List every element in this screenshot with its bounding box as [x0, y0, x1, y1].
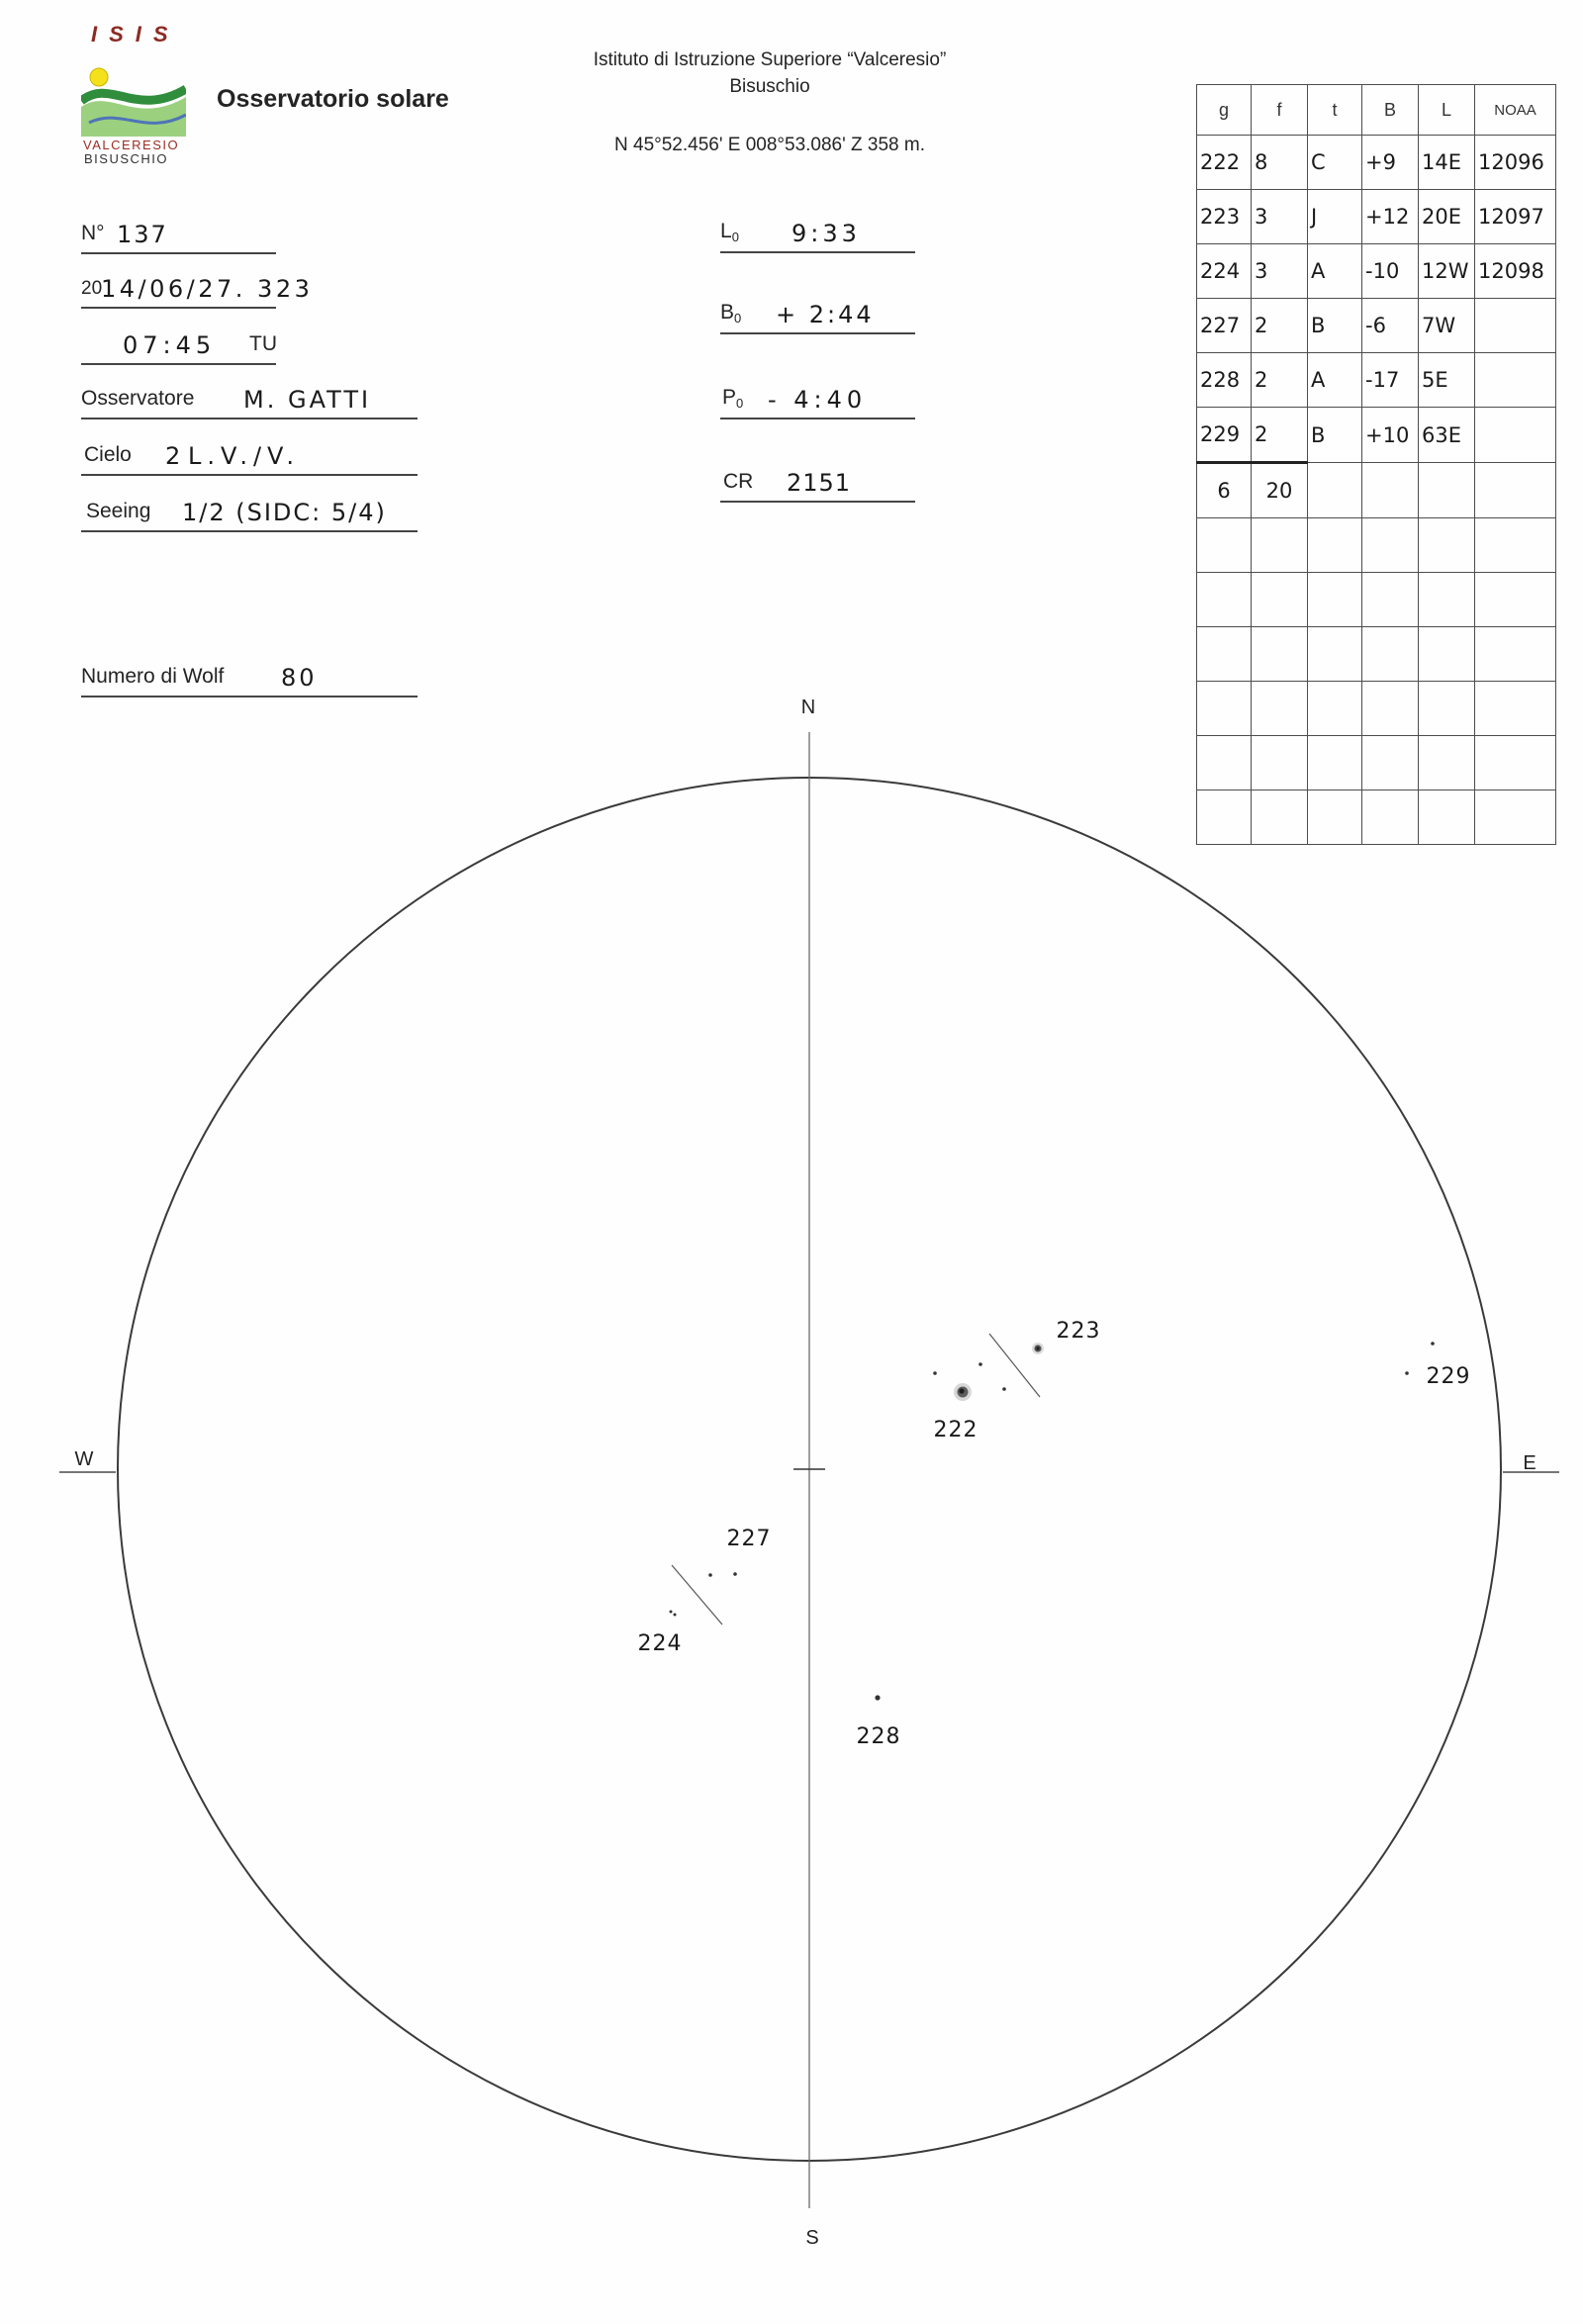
cell-longitude: 5E — [1419, 353, 1475, 408]
date-value: 14/06/27. 323 — [101, 275, 314, 303]
cell-latitude: -17 — [1362, 353, 1419, 408]
empty-cell — [1419, 736, 1475, 790]
carrington-rotation-value: 2151 — [787, 469, 852, 497]
cell-spots: 8 — [1252, 136, 1308, 190]
sunspot-dot — [670, 1611, 673, 1614]
column-header-spots: f — [1252, 85, 1308, 136]
empty-cell — [1475, 790, 1556, 845]
empty-cell — [1362, 463, 1419, 518]
cell-longitude: 14E — [1419, 136, 1475, 190]
time-value: 07:45 — [123, 331, 217, 359]
date-prefix-label: 20 — [81, 278, 103, 299]
observatory-coordinates: N 45°52.456' E 008°53.086' Z 358 m. — [614, 135, 925, 155]
cell-spots: 3 — [1252, 190, 1308, 244]
sky-class-value: 2 — [165, 442, 181, 470]
seeing-value: 1/2 (SIDC: 5/4) — [182, 499, 387, 526]
table-row — [1197, 353, 1556, 408]
empty-cell — [1308, 736, 1362, 790]
empty-cell — [1308, 682, 1362, 736]
empty-cell — [1308, 573, 1362, 627]
sunspot-223-umbra — [1036, 1347, 1039, 1349]
cell-noaa — [1475, 299, 1556, 353]
empty-cell — [1475, 627, 1556, 682]
logo-acronym: ISIS — [91, 22, 180, 46]
cell-type: J — [1308, 190, 1362, 244]
sunspot-dot — [933, 1371, 937, 1375]
cell-noaa: 12097 — [1475, 190, 1556, 244]
column-header-latitude: B — [1362, 85, 1419, 136]
group-label-223: 223 — [1056, 1319, 1101, 1344]
wolf-number-field — [81, 654, 418, 697]
p0-subscript: 0 — [736, 396, 744, 411]
table-row-empty — [1197, 682, 1556, 736]
cell-group: 228 — [1197, 353, 1252, 408]
empty-cell — [1197, 518, 1252, 573]
p0-label — [722, 386, 743, 411]
l0-value: 9:33 — [792, 220, 861, 247]
total-group: 6 — [1197, 463, 1252, 518]
institute-town: Bisuschio — [729, 76, 810, 97]
sunspot-dot — [1002, 1387, 1006, 1391]
table-totals-row — [1197, 463, 1556, 518]
east-label: E — [1523, 1452, 1536, 1474]
solar-disk-outline — [118, 778, 1501, 2161]
table-row-empty — [1197, 627, 1556, 682]
sunspot-dot — [978, 1362, 982, 1366]
sunspot-222-umbra — [959, 1388, 964, 1393]
wolf-number-value: 80 — [281, 664, 318, 692]
time-unit-label: TU — [249, 332, 277, 355]
cell-latitude: +10 — [1362, 408, 1419, 463]
sunspot-222-spot — [958, 1387, 969, 1398]
sky-quality-value: L.V./V. — [188, 442, 300, 470]
empty-cell — [1308, 790, 1362, 845]
empty-cell — [1197, 573, 1252, 627]
sunspot-222-penumbra — [954, 1383, 972, 1401]
column-header-longitude: L — [1419, 85, 1475, 136]
cell-type: B — [1308, 408, 1362, 463]
cell-spots: 2 — [1252, 408, 1308, 463]
empty-cell — [1362, 573, 1419, 627]
table-body — [1197, 136, 1556, 845]
group-label-228: 228 — [856, 1724, 901, 1749]
empty-cell — [1252, 790, 1308, 845]
empty-cell — [1308, 627, 1362, 682]
empty-cell — [1362, 627, 1419, 682]
group-label-224: 224 — [637, 1631, 683, 1656]
total-spots: 20 — [1252, 463, 1308, 518]
cell-group: 224 — [1197, 244, 1252, 299]
observation-number-field — [81, 211, 276, 254]
group-label-229: 229 — [1426, 1364, 1471, 1389]
empty-cell — [1475, 736, 1556, 790]
l0-letter: L — [720, 220, 732, 242]
cell-group: 222 — [1197, 136, 1252, 190]
table-row-empty — [1197, 736, 1556, 790]
table-row-empty — [1197, 518, 1556, 573]
empty-cell — [1252, 736, 1308, 790]
empty-cell — [1475, 518, 1556, 573]
empty-cell — [1475, 682, 1556, 736]
sunspot-223-penumbra — [1032, 1343, 1044, 1354]
table-header-row — [1197, 85, 1556, 136]
sunspot-groups-table — [1196, 84, 1556, 845]
empty-cell — [1362, 790, 1419, 845]
empty-cell — [1475, 573, 1556, 627]
empty-cell — [1419, 518, 1475, 573]
b0-label — [720, 301, 741, 325]
seeing-label: Seeing — [86, 500, 151, 522]
empty-cell — [1308, 518, 1362, 573]
group-separator-line — [989, 1334, 1040, 1397]
p0-field — [720, 376, 915, 419]
cell-latitude: +9 — [1362, 136, 1419, 190]
table-row — [1197, 136, 1556, 190]
cell-type: B — [1308, 299, 1362, 353]
sunspot-dot — [674, 1614, 677, 1617]
seeing-field — [81, 489, 418, 532]
logo-line-valceresio: VALCERESIO — [83, 138, 180, 152]
wolf-number-label: Numero di Wolf — [81, 665, 225, 688]
empty-cell — [1362, 682, 1419, 736]
column-header-noaa: NOAA — [1475, 85, 1556, 136]
cell-spots: 3 — [1252, 244, 1308, 299]
carrington-rotation-label: CR — [723, 470, 754, 493]
sunspot-dot — [708, 1573, 712, 1577]
observer-field — [81, 376, 418, 419]
b0-field — [720, 291, 915, 334]
empty-cell — [1419, 463, 1475, 518]
north-label: N — [800, 697, 816, 718]
cell-noaa: 12096 — [1475, 136, 1556, 190]
cell-latitude: -6 — [1362, 299, 1419, 353]
empty-cell — [1197, 790, 1252, 845]
south-label: S — [805, 2227, 819, 2249]
column-header-type: t — [1308, 85, 1362, 136]
p0-value: - 4:40 — [768, 386, 868, 414]
empty-cell — [1362, 518, 1419, 573]
table-row — [1197, 244, 1556, 299]
west-label: W — [74, 1448, 94, 1470]
empty-cell — [1362, 736, 1419, 790]
empty-cell — [1419, 573, 1475, 627]
cell-noaa: 12098 — [1475, 244, 1556, 299]
b0-value: + 2:44 — [776, 301, 875, 328]
cell-type: A — [1308, 244, 1362, 299]
sunspot-223-spot — [1034, 1345, 1041, 1351]
empty-cell — [1419, 627, 1475, 682]
cell-group: 223 — [1197, 190, 1252, 244]
observation-number-value: 137 — [117, 221, 168, 248]
cell-noaa — [1475, 353, 1556, 408]
empty-cell — [1252, 573, 1308, 627]
cell-longitude: 7W — [1419, 299, 1475, 353]
empty-cell — [1308, 463, 1362, 518]
observer-label: Osservatore — [81, 387, 195, 410]
logo-line-bisuschio: BISUSCHIO — [84, 151, 169, 166]
l0-subscript: 0 — [731, 230, 739, 244]
observatory-title: Osservatorio solare — [217, 85, 449, 113]
cell-group: 229 — [1197, 408, 1252, 463]
cell-longitude: 20E — [1419, 190, 1475, 244]
cell-longitude: 63E — [1419, 408, 1475, 463]
empty-cell — [1419, 790, 1475, 845]
empty-cell — [1252, 627, 1308, 682]
sunspot-dot — [1431, 1342, 1435, 1346]
table-row — [1197, 190, 1556, 244]
l0-field — [720, 210, 915, 253]
cell-latitude: -10 — [1362, 244, 1419, 299]
sky-field — [81, 432, 418, 476]
table-row-empty — [1197, 790, 1556, 845]
time-field — [81, 322, 276, 365]
cell-spots: 2 — [1252, 299, 1308, 353]
date-field — [81, 265, 314, 309]
empty-cell — [1419, 682, 1475, 736]
empty-cell — [1197, 627, 1252, 682]
cell-spots: 2 — [1252, 353, 1308, 408]
sunspot-dot — [1405, 1371, 1409, 1375]
group-label-227: 227 — [726, 1527, 772, 1551]
empty-cell — [1197, 736, 1252, 790]
table-row — [1197, 408, 1556, 463]
group-separator-line — [672, 1565, 722, 1625]
observation-number-label: N° — [81, 222, 105, 244]
sunspot-dot — [733, 1572, 737, 1576]
table-row-empty — [1197, 573, 1556, 627]
column-header-group: g — [1197, 85, 1252, 136]
institute-name: Istituto di Istruzione Superiore “Valceresio” — [593, 49, 947, 70]
cell-type: C — [1308, 136, 1362, 190]
p0-letter: P — [722, 386, 737, 409]
cell-type: A — [1308, 353, 1362, 408]
empty-cell — [1252, 518, 1308, 573]
observer-value: M. GATTI — [243, 386, 372, 414]
logo-sun-icon — [90, 68, 108, 86]
empty-cell — [1252, 682, 1308, 736]
table-row — [1197, 299, 1556, 353]
carrington-rotation-field — [720, 459, 915, 503]
l0-label — [720, 220, 739, 244]
b0-subscript: 0 — [734, 311, 742, 325]
cell-longitude: 12W — [1419, 244, 1475, 299]
empty-cell — [1197, 682, 1252, 736]
cell-latitude: +12 — [1362, 190, 1419, 244]
logo-wave-shape — [81, 89, 186, 101]
empty-cell — [1475, 463, 1556, 518]
logo-emblem-icon — [81, 57, 186, 137]
cell-noaa — [1475, 408, 1556, 463]
cell-group: 227 — [1197, 299, 1252, 353]
group-label-222: 222 — [933, 1418, 978, 1442]
b0-letter: B — [720, 301, 735, 324]
sky-label: Cielo — [84, 443, 132, 466]
sunspot-dot — [875, 1695, 880, 1700]
